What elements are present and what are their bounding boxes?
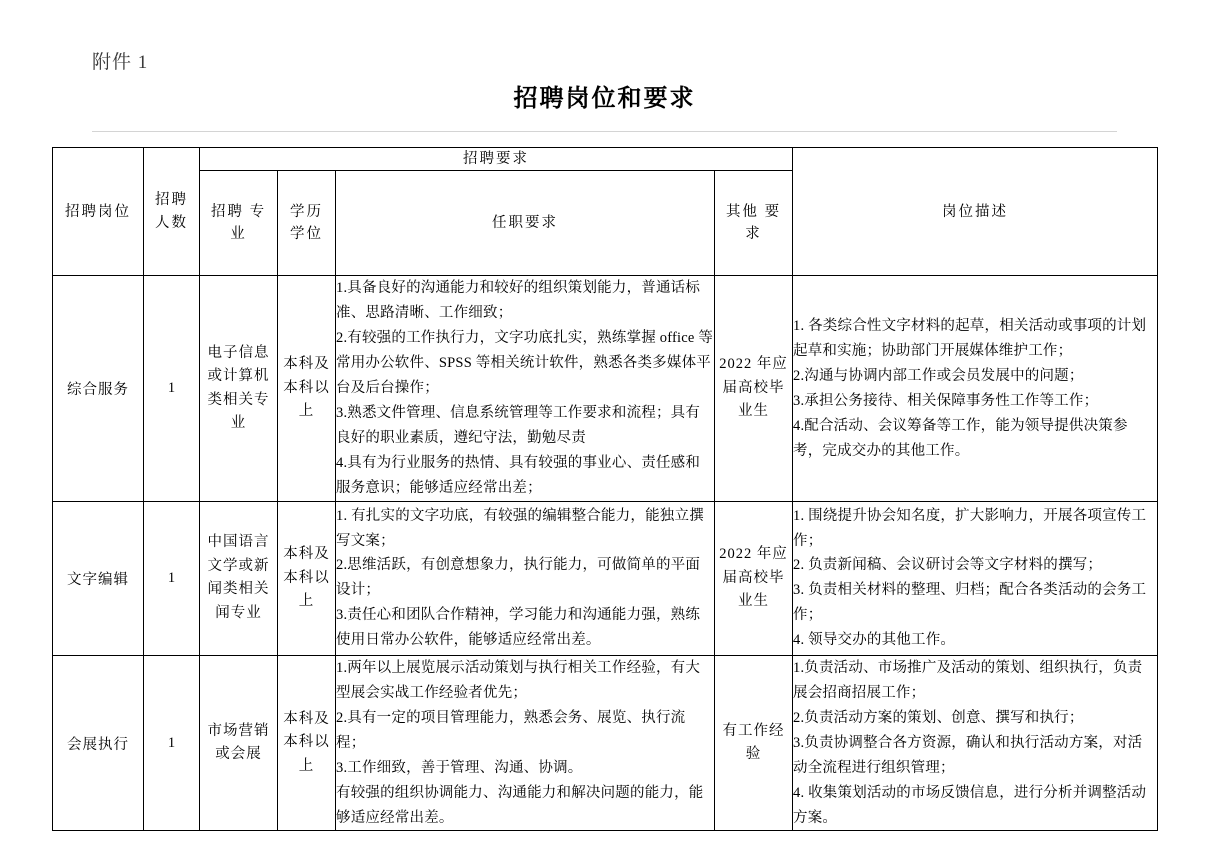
row-post: 综合服务 bbox=[53, 276, 144, 501]
row-description bbox=[793, 501, 1158, 655]
text-line: 4. 领导交办的其他工作。 bbox=[793, 632, 956, 649]
table-row bbox=[53, 276, 1158, 501]
header-requirements-group: 招聘要求 bbox=[200, 148, 793, 171]
row-description bbox=[793, 276, 1158, 501]
header-other bbox=[715, 171, 793, 276]
table-body bbox=[53, 276, 1158, 831]
text-line: 3. 负责相关材料的整理、归档；配合各类活动的会务工作； bbox=[793, 582, 1147, 624]
row-degree: 本科及本科以上 bbox=[278, 276, 336, 501]
header-post: 招聘岗位 bbox=[53, 148, 144, 276]
row-count: 1 bbox=[144, 655, 200, 831]
header-other-line1: 其他 bbox=[725, 204, 759, 220]
header-degree-line2: 学位 bbox=[290, 226, 323, 243]
row-duty bbox=[336, 501, 715, 655]
text-line: 1. 各类综合性文字材料的起草，相关活动或事项的计划起草和实施；协助部门开展媒体维护工作； bbox=[793, 317, 1147, 359]
row-count: 1 bbox=[144, 276, 200, 501]
header-count bbox=[144, 148, 200, 276]
text-line: 4.配合活动、会议筹备等工作，能为领导提供决策参考，完成交办的其他工作。 bbox=[793, 417, 1128, 459]
text-line: 1.两年以上展览展示活动策划与执行相关工作经验，有大型展会实战工作经验者优先； bbox=[336, 659, 701, 701]
row-duty bbox=[336, 655, 715, 831]
row-post: 会展执行 bbox=[53, 655, 144, 831]
recruitment-table bbox=[52, 147, 1158, 831]
row-post: 文字编辑 bbox=[53, 501, 144, 655]
text-line: 2. 负责新闻稿、会议研讨会等文字材料的撰写； bbox=[793, 557, 1103, 574]
row-major: 市场营销或会展 bbox=[200, 655, 278, 831]
text-line: 1.负责活动、市场推广及活动的策划、组织执行，负责展会招商招展工作； bbox=[793, 659, 1143, 701]
text-line: 有较强的组织协调能力、沟通能力和解决问题的能力，能够适应经常出差。 bbox=[336, 784, 704, 826]
row-other: 2022 年应届高校毕业生 bbox=[715, 501, 793, 655]
row-other: 有工作经验 bbox=[715, 655, 793, 831]
row-degree: 本科及本科以上 bbox=[278, 655, 336, 831]
text-line: 1.具备良好的沟通能力和较好的组织策划能力，普通话标准、思路清晰、工作细致； bbox=[336, 280, 701, 322]
header-major-line2: 专业 bbox=[230, 204, 267, 243]
text-line: 2.负责活动方案的策划、创意、撰写和执行； bbox=[793, 709, 1084, 726]
text-line: 1. 围绕提升协会知名度，扩大影响力，开展各项宣传工作； bbox=[793, 507, 1147, 549]
row-major: 中国语言文学或新闻类相关闻专业 bbox=[200, 501, 278, 655]
header-degree bbox=[278, 171, 336, 276]
text-line: 3.熟悉文件管理、信息系统管理等工作要求和流程；具有良好的职业素质，遵纪守法，勤勉尽责 bbox=[336, 405, 701, 447]
text-line: 2.思维活跃，有创意想象力，执行能力，可做简单的平面设计； bbox=[336, 557, 701, 599]
header-degree-line1: 学历 bbox=[290, 204, 323, 220]
header-other-line2: 要求 bbox=[745, 204, 782, 243]
header-major-line1: 招聘 bbox=[210, 204, 244, 220]
table-header-row-1 bbox=[53, 148, 1158, 171]
table-header bbox=[53, 148, 1158, 276]
row-other: 2022 年应届高校毕业生 bbox=[715, 276, 793, 501]
page-title: 招聘岗位和要求 bbox=[513, 84, 696, 112]
header-major bbox=[200, 171, 278, 276]
text-line: 3.负责协调整合各方资源，确认和执行活动方案，对活动全流程进行组织管理； bbox=[793, 734, 1143, 776]
text-line: 2.有较强的工作执行力，文字功底扎实，熟练掌握 office 等常用办公软件、SPSS 等相关统计软件，熟悉各类多媒体平台及后台操作； bbox=[336, 330, 714, 397]
header-count-line1: 招聘 bbox=[155, 192, 188, 209]
header-divider bbox=[92, 131, 1117, 132]
row-count: 1 bbox=[144, 501, 200, 655]
table-row bbox=[53, 501, 1158, 655]
row-description bbox=[793, 655, 1158, 831]
row-degree: 本科及本科以上 bbox=[278, 501, 336, 655]
header-duty: 任职要求 bbox=[336, 171, 715, 276]
text-line: 1. 有扎实的文字功底，有较强的编辑整合能力，能独立撰写文案； bbox=[336, 507, 704, 549]
text-line: 2.具有一定的项目管理能力，熟悉会务、展览、执行流程； bbox=[336, 709, 686, 751]
attachment-label: 附件 1 bbox=[92, 52, 149, 73]
text-line: 3.工作细致，善于管理、沟通、协调。 bbox=[336, 759, 583, 776]
text-line: 4.具有为行业服务的热情、具有较强的事业心、责任感和服务意识；能够适应经常出差； bbox=[336, 455, 701, 496]
header-count-line2: 人数 bbox=[155, 214, 188, 231]
text-line: 3.责任心和团队合作精神，学习能力和沟通能力强，熟练使用日常办公软件，能够适应经常出差。 bbox=[336, 607, 701, 649]
text-line: 4. 收集策划活动的市场反馈信息，进行分析并调整活动方案。 bbox=[793, 784, 1147, 826]
header-description: 岗位描述 bbox=[793, 148, 1158, 276]
table-row bbox=[53, 655, 1158, 831]
text-line: 3.承担公务接待、相关保障事务性工作等工作； bbox=[793, 392, 1099, 409]
row-major: 电子信息或计算机类相关专业 bbox=[200, 276, 278, 501]
row-duty bbox=[336, 276, 715, 501]
text-line: 2.沟通与协调内部工作或会员发展中的问题； bbox=[793, 367, 1084, 384]
